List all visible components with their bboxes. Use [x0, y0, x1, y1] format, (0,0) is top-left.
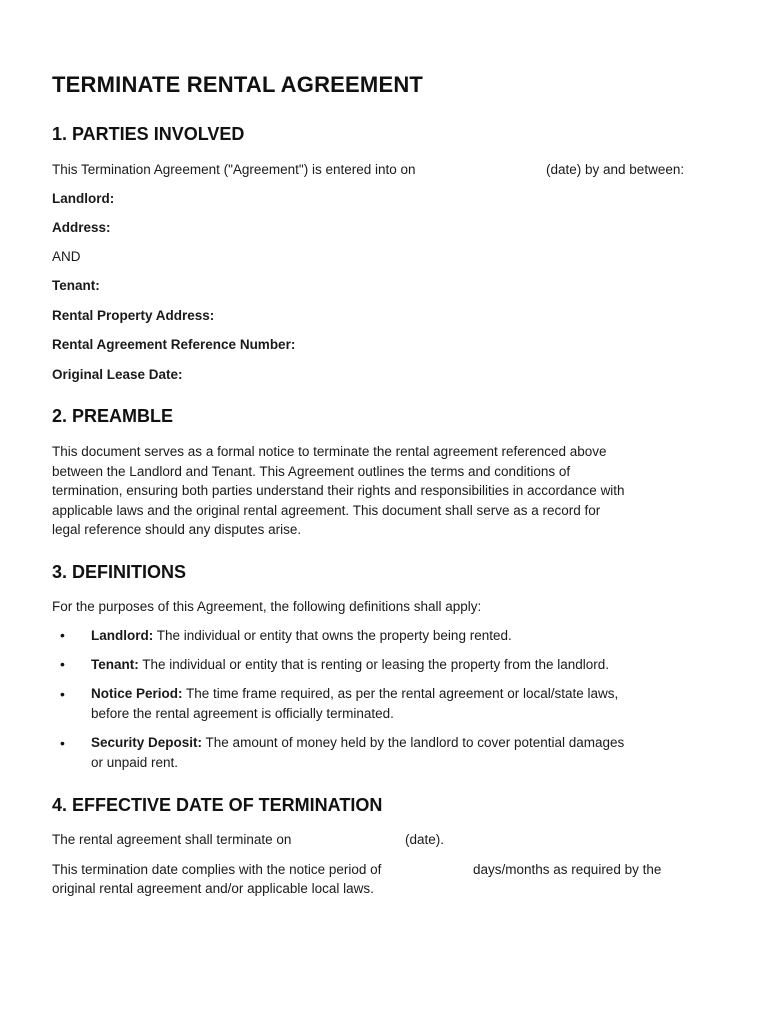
notice-period-text-cont: original rental agreement and/or applicable local laws.	[52, 881, 374, 896]
preamble-line: This document serves as a formal notice to terminate the rental agreement referenced above	[52, 444, 607, 459]
preamble-line: termination, ensuring both parties understand their rights and responsibilities in accordance with	[52, 483, 625, 498]
bullet-dot: •	[60, 735, 65, 751]
rental-property-address-label: Rental Property Address:	[52, 308, 215, 323]
document-title: TERMINATE RENTAL AGREEMENT	[52, 72, 424, 97]
definition-tenant	[91, 655, 721, 675]
notice-period-text: This termination date complies with the notice period of	[52, 862, 382, 877]
address-label: Address:	[52, 220, 111, 235]
and-text: AND	[52, 249, 81, 264]
definition-term: Landlord:	[91, 628, 154, 643]
preamble-paragraph	[52, 442, 722, 540]
original-lease-date-label: Original Lease Date:	[52, 367, 183, 382]
landlord-label: Landlord:	[52, 191, 115, 206]
preamble-line: between the Landlord and Tenant. This Agreement outlines the terms and conditions of	[52, 463, 571, 479]
reference-number-label: Rental Agreement Reference Number:	[52, 337, 296, 352]
bullet-dot: •	[60, 686, 65, 702]
section-2-heading: 2. PREAMBLE	[52, 406, 174, 426]
definition-landlord	[91, 626, 721, 646]
definition-text: or unpaid rent.	[91, 754, 179, 770]
definition-term: Notice Period:	[91, 686, 183, 701]
definition-text: The time frame required, as per the rental agreement or local/state laws,	[186, 686, 619, 701]
definition-text: before the rental agreement is officially terminated.	[91, 705, 394, 721]
parties-intro-date-suffix: (date) by and between:	[546, 162, 685, 177]
section-1-heading: 1. PARTIES INVOLVED	[52, 124, 245, 144]
preamble-line: applicable laws and the original rental agreement. This document shall serve as a record for	[52, 502, 601, 518]
definition-text: The individual or entity that owns the property being rented.	[156, 628, 512, 643]
definition-security-deposit	[91, 733, 721, 772]
definition-term: Tenant:	[91, 657, 139, 672]
bullet-dot: •	[60, 656, 65, 672]
definitions-intro: For the purposes of this Agreement, the following definitions shall apply:	[52, 599, 482, 614]
definition-text: The amount of money held by the landlord to cover potential damages	[205, 735, 625, 750]
section-4-heading: 4. EFFECTIVE DATE OF TERMINATION	[52, 795, 383, 815]
definition-text: The individual or entity that is renting or leasing the property from the landlord.	[142, 657, 610, 672]
termination-date-suffix: (date).	[405, 832, 445, 847]
tenant-label: Tenant:	[52, 278, 100, 293]
termination-date-text: The rental agreement shall terminate on	[52, 832, 292, 847]
section-3-heading: 3. DEFINITIONS	[52, 562, 187, 582]
bullet-dot: •	[60, 627, 65, 643]
parties-intro-text: This Termination Agreement ("Agreement") is entered into on	[52, 162, 416, 177]
notice-period-suffix: days/months as required by the	[473, 862, 662, 877]
preamble-line: legal reference should any disputes arise.	[52, 522, 302, 537]
definition-term: Security Deposit:	[91, 735, 203, 750]
definition-notice-period	[91, 684, 721, 723]
